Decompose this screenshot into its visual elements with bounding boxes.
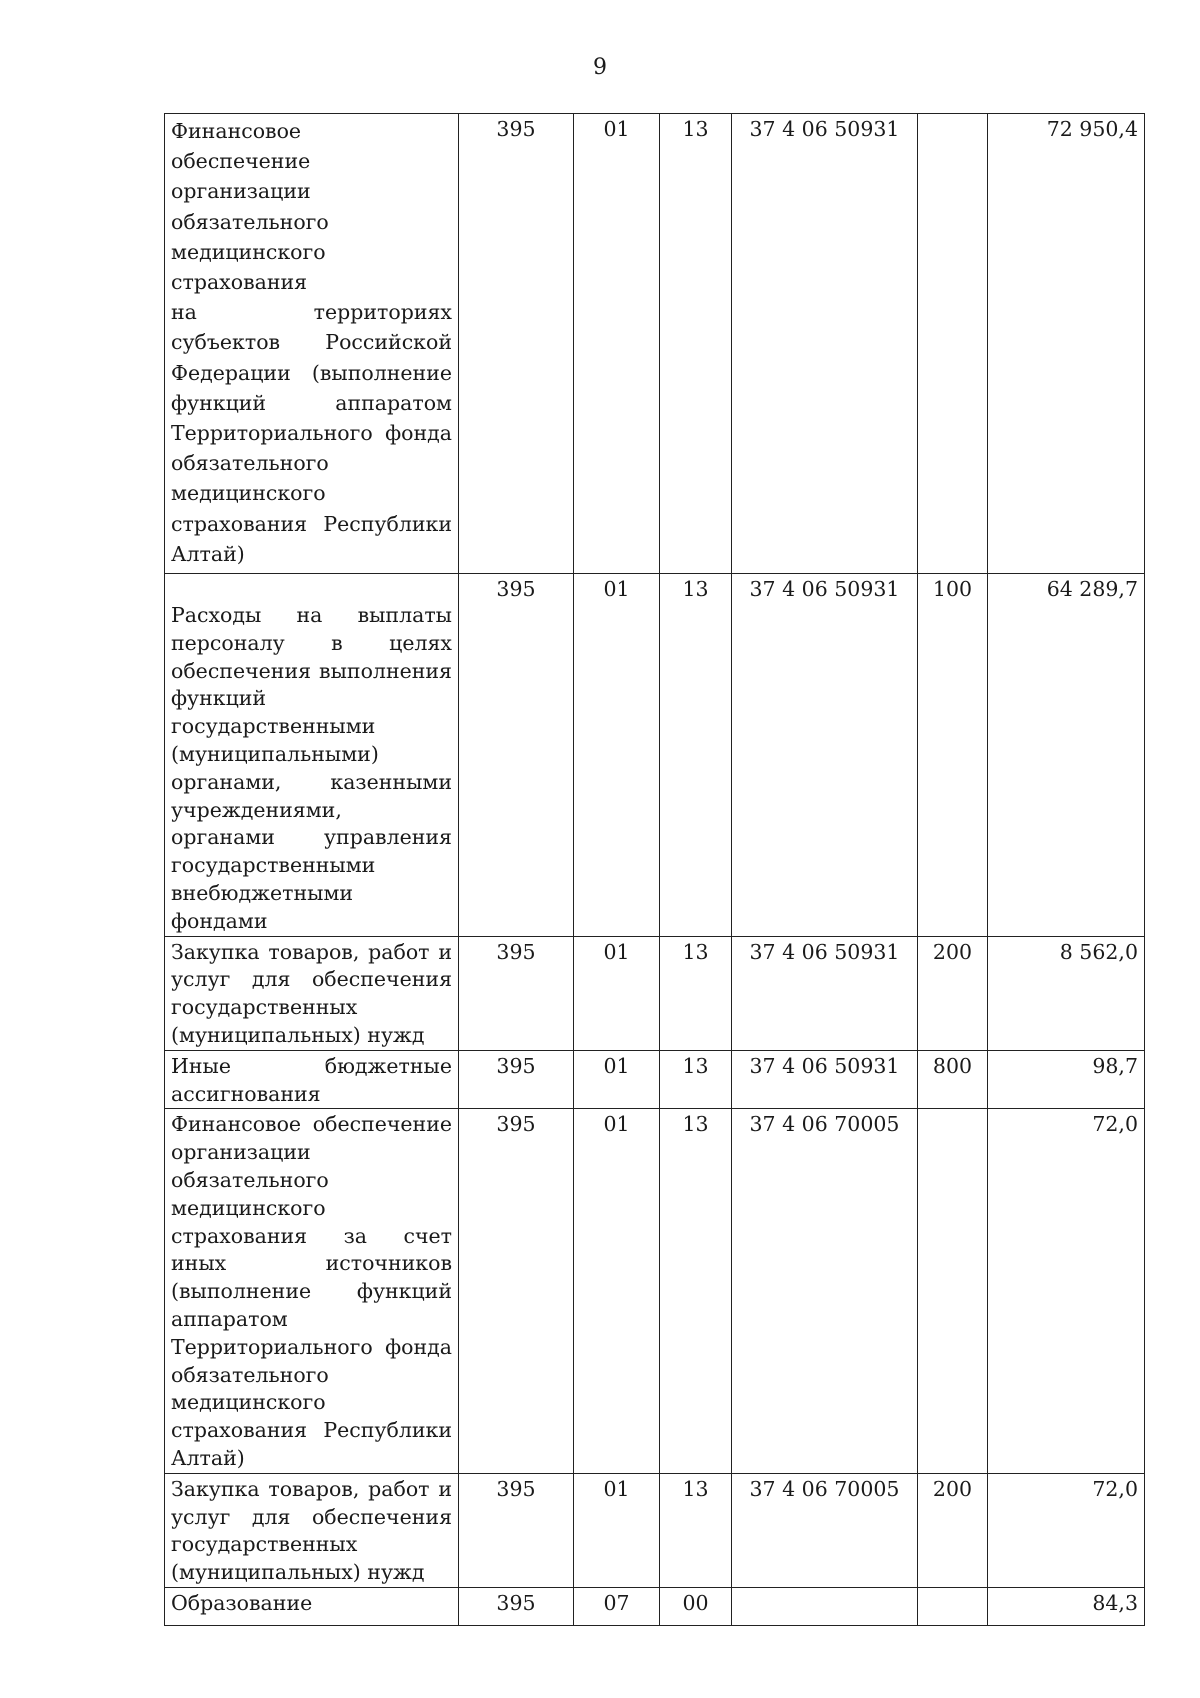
amount-cell: 64 289,7: [988, 574, 1145, 937]
admin-code-cell: 395: [459, 936, 574, 1050]
section-code-cell: 01: [574, 1050, 660, 1109]
article-code-cell: 37 4 06 50931: [732, 574, 918, 937]
section-code-cell: 07: [574, 1587, 660, 1625]
section-code-cell: 01: [574, 936, 660, 1050]
article-code-cell: 37 4 06 50931: [732, 114, 918, 574]
budget-table: [164, 113, 1145, 1626]
page-number: 9: [593, 55, 607, 80]
section-code-cell: 01: [574, 574, 660, 937]
article-code-cell: [732, 1587, 918, 1625]
subsection-code-cell: 13: [660, 936, 732, 1050]
section-code-cell: 01: [574, 1109, 660, 1473]
section-code-cell: 01: [574, 1473, 660, 1587]
subsection-code-cell: 13: [660, 574, 732, 937]
row-name-cell: Финансовое обеспечение организации обязательного медицинского страхования на территориях субъектов Российской Федерации (выполнение функций аппаратом Территориального фонда обязательного медицинского страхования Республики Алтай): [165, 114, 459, 574]
article-code-cell: 37 4 06 50931: [732, 1050, 918, 1109]
amount-cell: 72,0: [988, 1473, 1145, 1587]
table-row: [165, 1050, 1145, 1109]
row-name-cell: Расходы на выплаты персоналу в целях обеспечения выполнения функций государственными (муниципальными) органами, казенными учреждениями, органами управления государственными внебюджетными фондами: [165, 574, 459, 937]
article-code-cell: 37 4 06 70005: [732, 1109, 918, 1473]
row-name-cell: Образование: [165, 1587, 459, 1625]
table-row: [165, 1587, 1145, 1625]
subsection-code-cell: 00: [660, 1587, 732, 1625]
admin-code-cell: 395: [459, 574, 574, 937]
article-code-cell: 37 4 06 70005: [732, 1473, 918, 1587]
amount-cell: 72,0: [988, 1109, 1145, 1473]
admin-code-cell: 395: [459, 1473, 574, 1587]
expense-kind-cell: [918, 1109, 988, 1473]
expense-kind-cell: [918, 1587, 988, 1625]
table-row: [165, 574, 1145, 937]
section-code-cell: 01: [574, 114, 660, 574]
row-name-cell: Закупка товаров, работ и услуг для обеспечения государственных (муниципальных) нужд: [165, 1473, 459, 1587]
table-row: [165, 114, 1145, 574]
subsection-code-cell: 13: [660, 1473, 732, 1587]
expense-kind-cell: 200: [918, 1473, 988, 1587]
subsection-code-cell: 13: [660, 114, 732, 574]
table-row: [165, 1109, 1145, 1473]
subsection-code-cell: 13: [660, 1050, 732, 1109]
amount-cell: 84,3: [988, 1587, 1145, 1625]
article-code-cell: 37 4 06 50931: [732, 936, 918, 1050]
expense-kind-cell: 800: [918, 1050, 988, 1109]
amount-cell: 72 950,4: [988, 114, 1145, 574]
amount-cell: 8 562,0: [988, 936, 1145, 1050]
expense-kind-cell: [918, 114, 988, 574]
table-row: [165, 1473, 1145, 1587]
subsection-code-cell: 13: [660, 1109, 732, 1473]
table-row: [165, 936, 1145, 1050]
amount-cell: 98,7: [988, 1050, 1145, 1109]
row-name-cell: Иные бюджетные ассигнования: [165, 1050, 459, 1109]
row-name-cell: Финансовое обеспечение организации обязательного медицинского страхования за счет иных источников (выполнение функций аппаратом Территориального фонда обязательного медицинского страхования Республики Алтай): [165, 1109, 459, 1473]
admin-code-cell: 395: [459, 1109, 574, 1473]
admin-code-cell: 395: [459, 1050, 574, 1109]
expense-kind-cell: 200: [918, 936, 988, 1050]
admin-code-cell: 395: [459, 1587, 574, 1625]
row-name-cell: Закупка товаров, работ и услуг для обеспечения государственных (муниципальных) нужд: [165, 936, 459, 1050]
admin-code-cell: 395: [459, 114, 574, 574]
expense-kind-cell: 100: [918, 574, 988, 937]
